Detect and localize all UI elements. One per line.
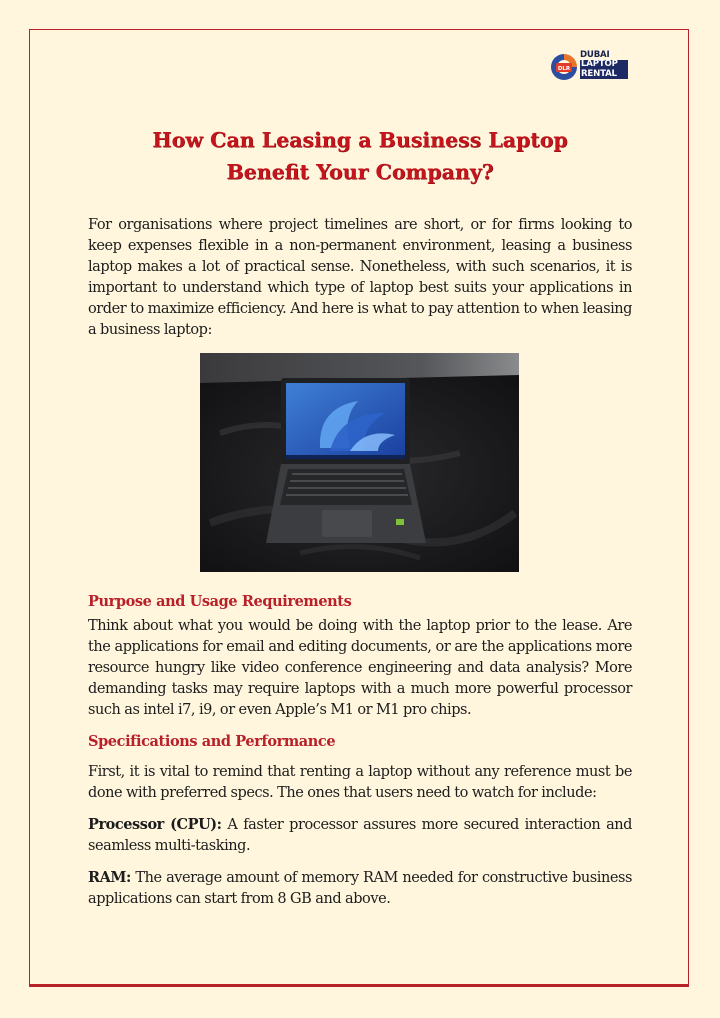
logo-badge-text: DLR xyxy=(557,66,571,72)
spec-ram-text: The average amount of memory RAM needed for constructive business applications can start from 8 GB and above. xyxy=(88,870,632,907)
company-logo[interactable] xyxy=(549,49,629,83)
title-line-2: Benefit Your Company? xyxy=(226,160,494,184)
article-body xyxy=(88,215,632,920)
spec-ram xyxy=(88,867,632,910)
title-line-1: How Can Leasing a Business Laptop xyxy=(152,128,568,152)
laptop-photo xyxy=(200,353,519,572)
logo-wordmark xyxy=(580,51,628,79)
logo-line-2: LAPTOP xyxy=(580,60,628,69)
logo-line-3: RENTAL xyxy=(580,70,628,79)
spec-processor xyxy=(88,814,632,857)
page-title xyxy=(40,124,680,188)
spec-processor-text: A faster processor assures more secured interaction and seamless multi-tasking. xyxy=(88,817,632,854)
spec-processor-label: Processor (CPU): xyxy=(88,816,222,833)
logo-line-1: DUBAI xyxy=(580,50,610,60)
section-body-specifications: First, it is vital to remind that renting a laptop without any reference must be done with preferred specs. The ones that users need to watch for include: xyxy=(88,764,632,801)
section-heading-specifications: Specifications and Performance xyxy=(88,733,336,750)
section-body-purpose: Think about what you would be doing with the laptop prior to the lease. Are the applications for email and editing documents, or are the applications more resource hungry like video conference engineering and data analysis? More demanding tasks may require laptops with a much more powerful processor such as intel i7, i9, or even Apple’s M1 or M1 pro chips. xyxy=(88,618,632,718)
intro-paragraph: For organisations where project timelines are short, or for firms looking to keep expenses flexible in a non-permanent environment, leasing a business laptop makes a lot of practical sense. Nonetheless, with such scenarios, it is important to understand which type of laptop best suits your applications in order to maximize efficiency. And here is what to pay attention to when leasing a business laptop: xyxy=(88,217,632,338)
laptop-photo-container xyxy=(88,351,632,591)
spec-ram-label: RAM: xyxy=(88,869,131,886)
section-heading-purpose: Purpose and Usage Requirements xyxy=(88,593,352,610)
laptop-logo-icon xyxy=(549,53,579,81)
bottom-rule xyxy=(29,984,689,987)
